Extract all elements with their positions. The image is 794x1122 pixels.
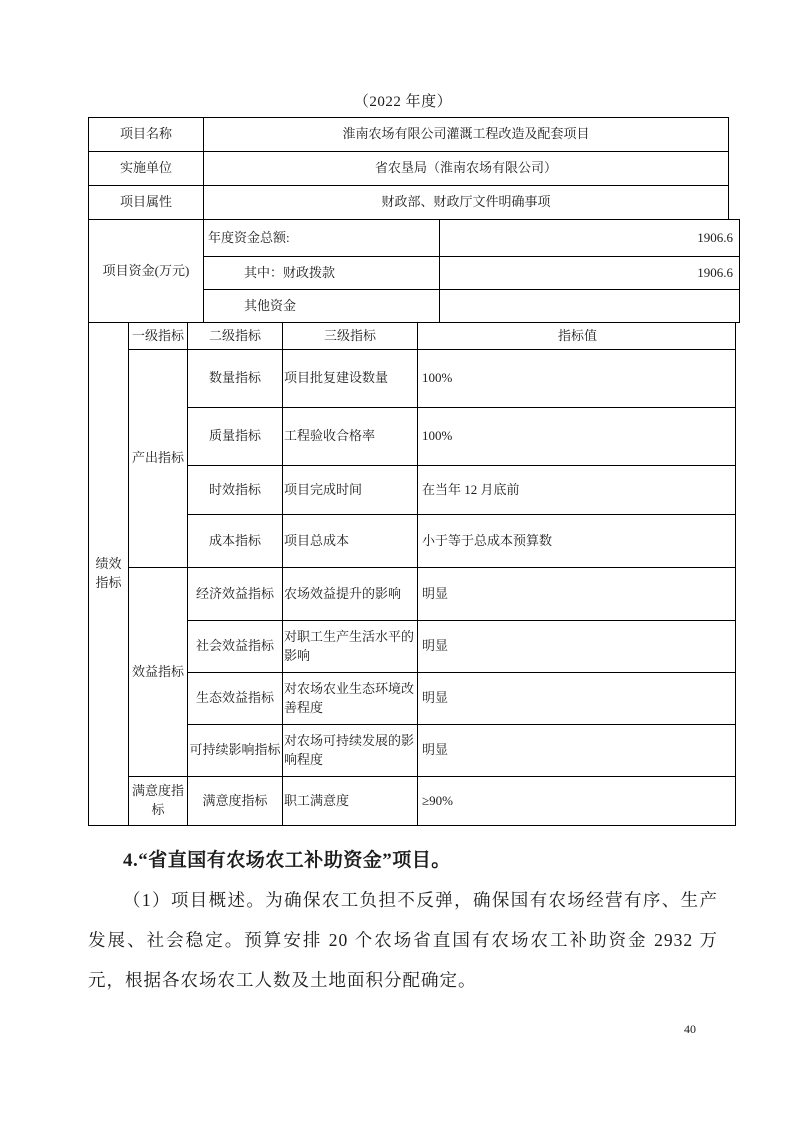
level2-sustainable-impact: 可持续影响指标: [188, 725, 283, 777]
level3-staff-satisfaction: 职工满意度: [283, 777, 418, 826]
project-info-table: [88, 117, 729, 220]
header-value: 指标值: [418, 323, 736, 350]
document-content: [88, 92, 733, 1000]
level3-economic-benefit: 农场效益提升的影响: [283, 568, 418, 621]
project-funding-table: [88, 219, 740, 323]
value-social-benefit: 明显: [418, 621, 736, 673]
level3-quantity: 项目批复建设数量: [283, 350, 418, 408]
fiscal-appropriation-value: 1906.6: [440, 257, 740, 290]
document-title: （2022 年度）: [353, 94, 453, 110]
project-name-value: 淮南农场有限公司灌溉工程改造及配套项目: [204, 118, 729, 152]
indicator-header-row: [89, 323, 736, 350]
side-label-performance-indicators: 绩效指标: [89, 323, 129, 826]
table-row: [89, 186, 729, 220]
level3-quality: 工程验收合格率: [283, 408, 418, 466]
header-level1: 一级指标: [129, 323, 188, 350]
level3-social-benefit: 对职工生产生活水平的影响: [283, 621, 418, 673]
level2-satisfaction: 满意度指标: [188, 777, 283, 826]
table-row: [89, 118, 729, 152]
project-attribute-label: 项目属性: [89, 186, 204, 220]
level1-satisfaction-indicators: 满意度指标: [129, 777, 188, 826]
value-staff-satisfaction: ≥90%: [418, 777, 736, 826]
level2-ecological-benefit: 生态效益指标: [188, 673, 283, 725]
table-row: [89, 152, 729, 186]
header-level3: 三级指标: [283, 323, 418, 350]
annual-total-value: 1906.6: [440, 220, 740, 257]
implementing-unit-label: 实施单位: [89, 152, 204, 186]
project-name-label: 项目名称: [89, 118, 204, 152]
level3-sustainable-impact: 对农场可持续发展的影响程度: [283, 725, 418, 777]
performance-indicators-table: [88, 322, 736, 826]
level1-output-indicators: 产出指标: [129, 350, 188, 568]
funding-label: 项目资金(万元): [89, 220, 204, 323]
level3-timeliness: 项目完成时间: [283, 466, 418, 515]
page-number: 40: [684, 1022, 696, 1036]
value-cost: 小于等于总成本预算数: [418, 515, 736, 568]
level2-quantity: 数量指标: [188, 350, 283, 408]
indicator-row: [89, 350, 736, 408]
indicator-row: [89, 777, 736, 826]
level3-ecological-benefit: 对农场农业生态环境改善程度: [283, 673, 418, 725]
level1-benefit-indicators: 效益指标: [129, 568, 188, 777]
other-funds-value: [440, 290, 740, 323]
value-ecological-benefit: 明显: [418, 673, 736, 725]
level2-cost: 成本指标: [188, 515, 283, 568]
implementing-unit-value: 省农垦局（淮南农场有限公司）: [204, 152, 729, 186]
level3-cost: 项目总成本: [283, 515, 418, 568]
fiscal-appropriation-label: 其中：财政拨款: [204, 257, 440, 290]
section-heading: 4.“省直国有农场农工补助资金”项目。: [123, 850, 451, 871]
indicator-row: [89, 568, 736, 621]
value-sustainable-impact: 明显: [418, 725, 736, 777]
level2-timeliness: 时效指标: [188, 466, 283, 515]
project-attribute-value: 财政部、财政厅文件明确事项: [204, 186, 729, 220]
other-funds-label: 其他资金: [204, 290, 440, 323]
level2-economic-benefit: 经济效益指标: [188, 568, 283, 621]
header-level2: 二级指标: [188, 323, 283, 350]
value-timeliness: 在当年 12 月底前: [418, 466, 736, 515]
section-paragraph: （1）项目概述。为确保农工负担不反弹，确保国有农场经营有序、生产发展、社会稳定。预算安排 20 个农场省直国有农场农工补助资金 2932 万元，根据各农场农工人数及土地面积分配确定。: [88, 890, 718, 990]
annual-total-label: 年度资金总额:: [204, 220, 440, 257]
level2-quality: 质量指标: [188, 408, 283, 466]
value-quantity: 100%: [418, 350, 736, 408]
value-quality: 100%: [418, 408, 736, 466]
level2-social-benefit: 社会效益指标: [188, 621, 283, 673]
table-row: [89, 220, 740, 257]
value-economic-benefit: 明显: [418, 568, 736, 621]
